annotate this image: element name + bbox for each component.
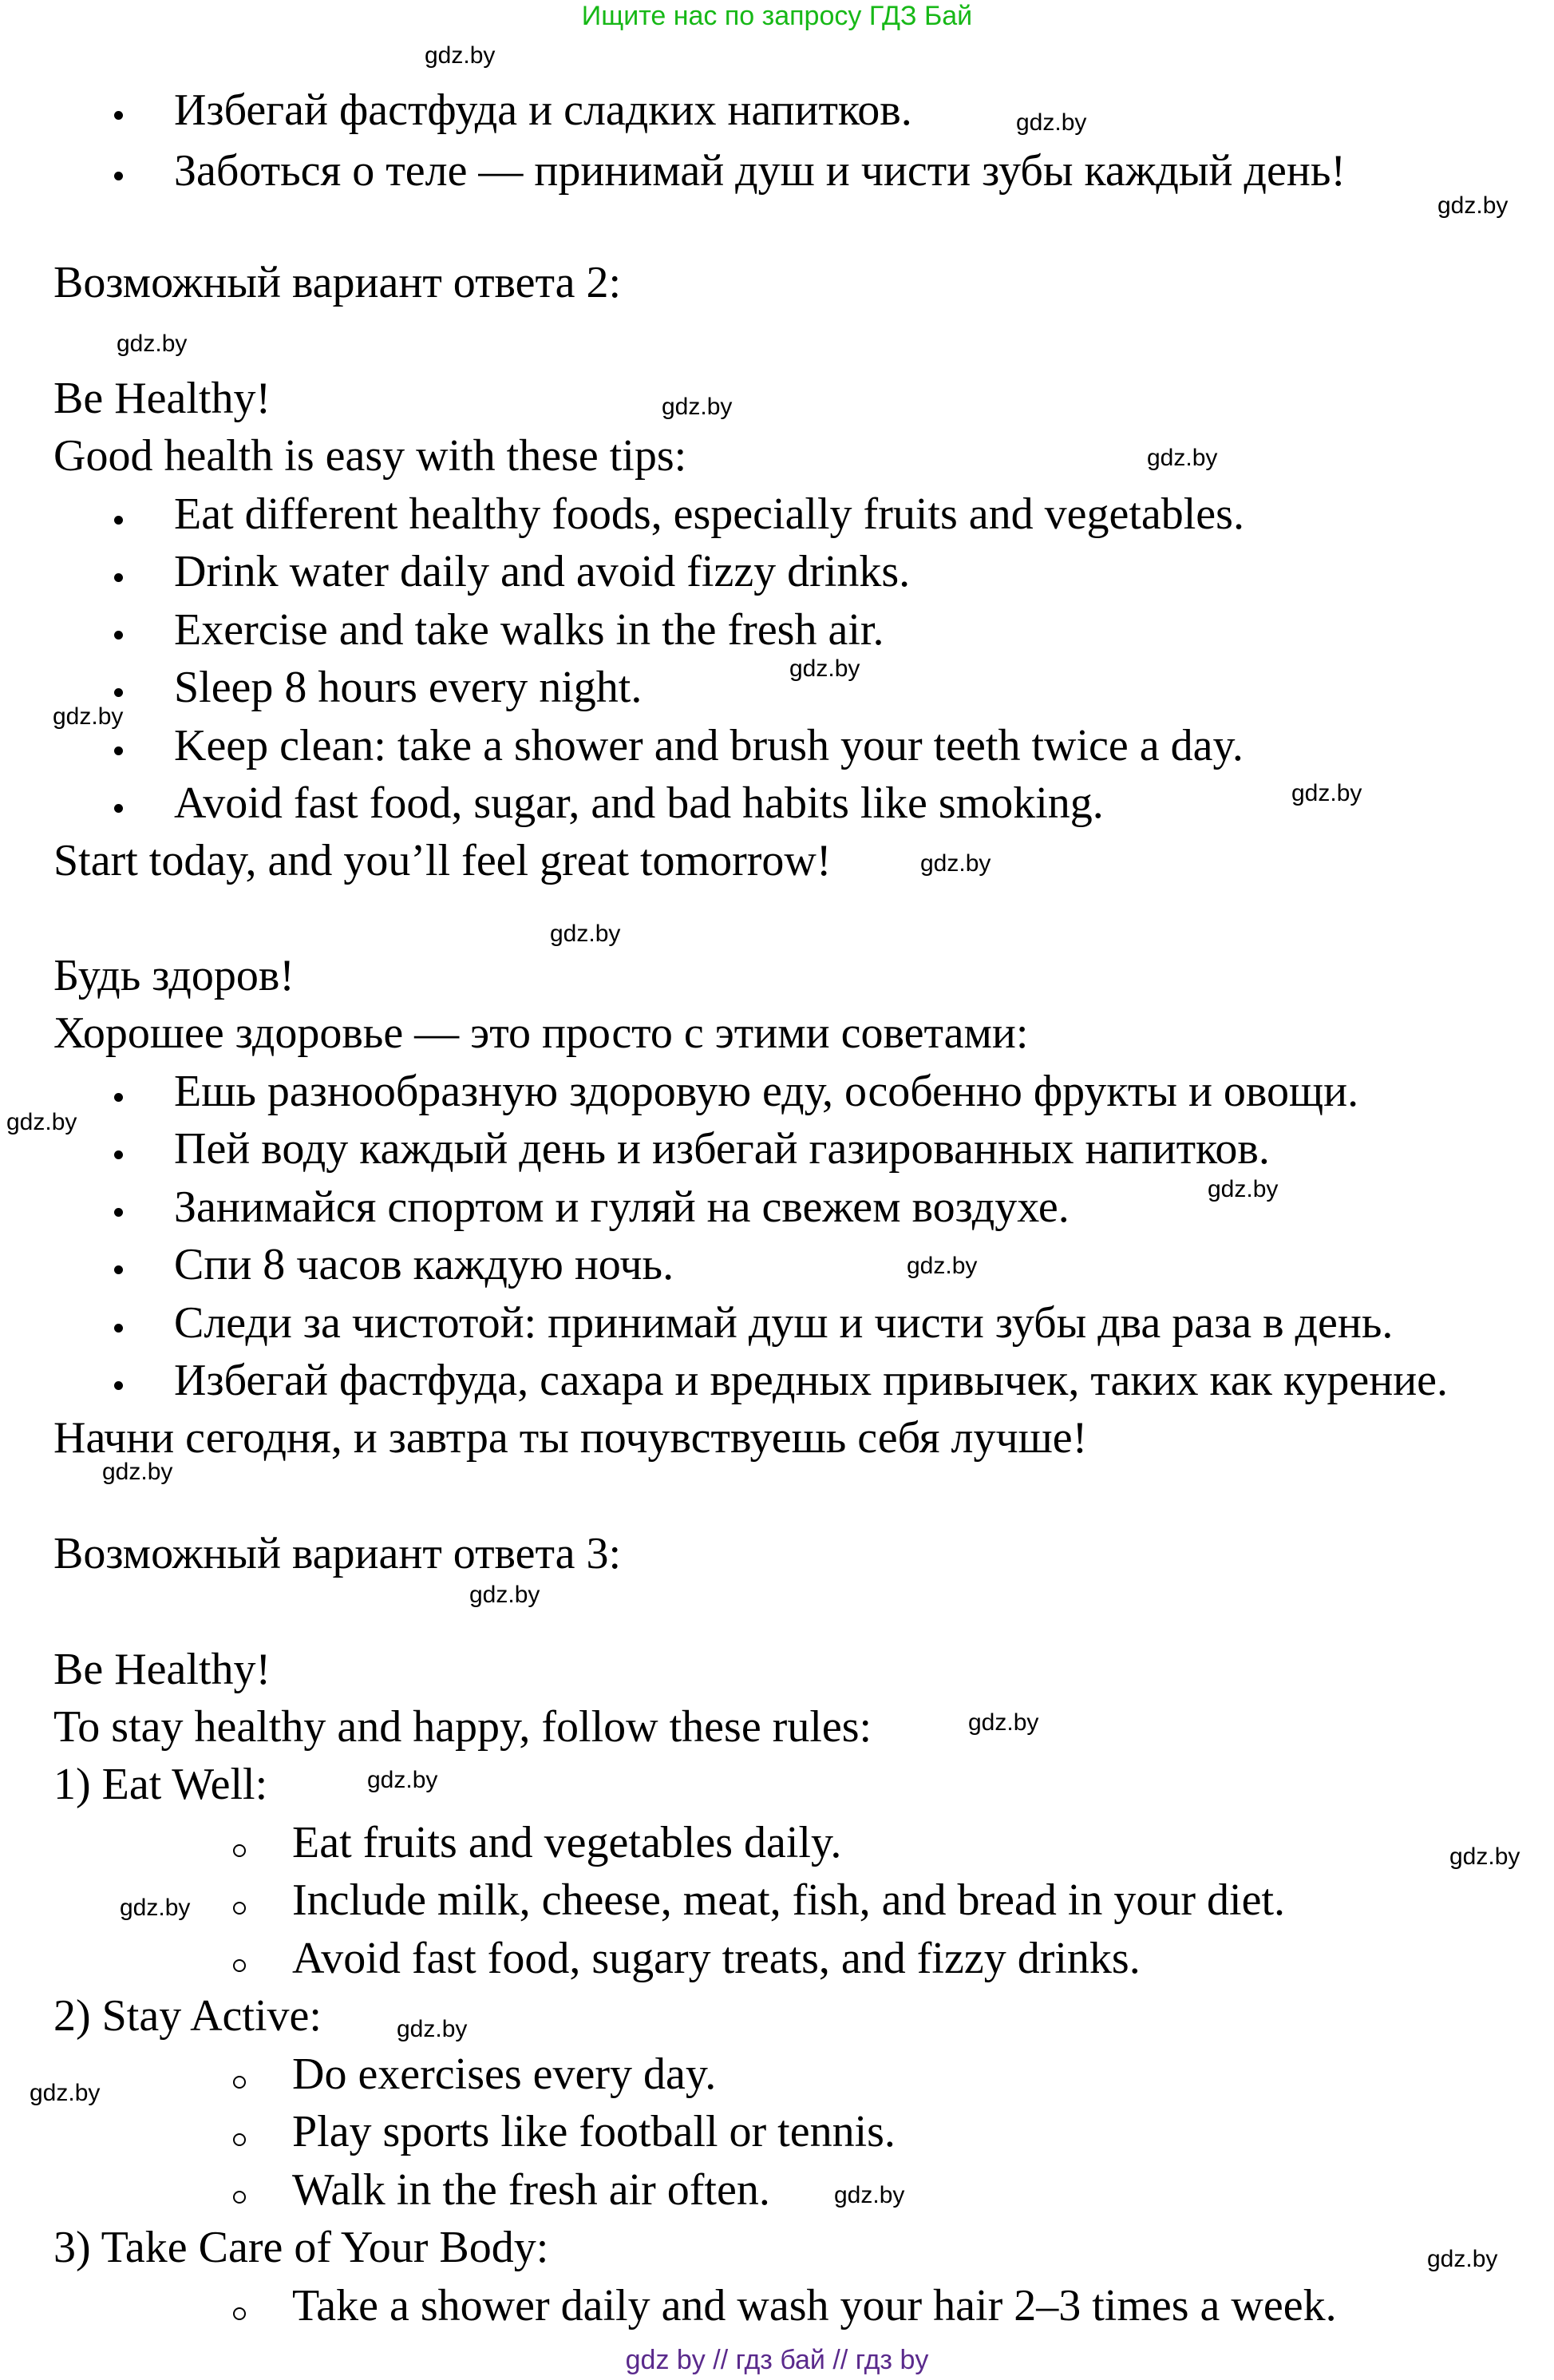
watermark: gdz.by — [30, 2080, 101, 2106]
bullet-dot — [114, 1150, 123, 1159]
section-outro: Начни сегодня, и завтра ты почувствуешь себя лучше! — [53, 1413, 1088, 1463]
bullet-text: Sleep 8 hours every night. — [174, 663, 643, 712]
bullet-text: Drink water daily and avoid fizzy drinks. — [174, 547, 911, 596]
sub-bullet-text: Eat fruits and vegetables daily. — [292, 1818, 842, 1867]
bullet-dot — [114, 631, 123, 640]
bullet-dot — [114, 111, 123, 120]
sub-bullet-text: Avoid fast food, sugary treats, and fizzy drinks. — [292, 1934, 1141, 1983]
watermark: gdz.by — [1208, 1176, 1279, 1202]
watermark: gdz.by — [834, 2182, 905, 2208]
watermark: gdz.by — [120, 1895, 191, 1921]
bullet-text: Eat different healthy foods, especially fruits and vegetables. — [174, 489, 1244, 539]
bullet-text: Спи 8 часов каждую ночь. — [174, 1240, 674, 1289]
watermark: gdz.by — [469, 1582, 540, 1608]
sub-bullet-text: Walk in the fresh air often. — [292, 2165, 770, 2215]
watermark: gdz.by — [550, 921, 621, 947]
watermark: gdz.by — [53, 703, 124, 730]
sub-bullet-circle — [233, 2133, 246, 2146]
watermark: gdz.by — [968, 1709, 1039, 1736]
section-intro: To stay healthy and happy, follow these rules: — [53, 1702, 872, 1752]
watermark: gdz.by — [907, 1253, 978, 1279]
bullet-dot — [114, 1208, 123, 1217]
bullet-dot — [114, 516, 123, 525]
watermark: gdz.by — [1437, 192, 1509, 219]
bullet-text: Занимайся спортом и гуляй на свежем воздухе. — [174, 1182, 1070, 1232]
bullet-text: Заботься о теле — принимай душ и чисти зубы каждый день! — [174, 146, 1346, 196]
bullet-text: Избегай фастфуда, сахара и вредных привычек, таких как курение. — [174, 1356, 1449, 1405]
sub-bullet-text: Do exercises every day. — [292, 2049, 717, 2099]
bullet-text: Ешь разнообразную здоровую еду, особенно фрукты и овощи. — [174, 1067, 1359, 1116]
sub-bullet-circle — [233, 2191, 246, 2204]
bullet-text: Пей воду каждый день и избегай газированных напитков. — [174, 1124, 1270, 1174]
watermark: gdz.by — [662, 394, 733, 420]
bullet-text: Exercise and take walks in the fresh air. — [174, 605, 884, 655]
section-intro: Good health is easy with these tips: — [53, 431, 687, 481]
sub-bullet-circle — [233, 2307, 246, 2320]
answer-heading: Возможный вариант ответа 3: — [53, 1529, 622, 1578]
section-outro: Start today, and you’ll feel great tomorrow! — [53, 836, 832, 885]
section-intro: Хорошее здоровье — это просто с этими советами: — [53, 1008, 1029, 1058]
watermark: gdz.by — [1449, 1843, 1520, 1870]
bullet-text: Следи за чистотой: принимай душ и чисти зубы два раза в день. — [174, 1298, 1394, 1348]
group-label: 2) Stay Active: — [53, 1991, 322, 2041]
group-label: 3) Take Care of Your Body: — [53, 2223, 549, 2272]
bullet-text: Keep clean: take a shower and brush your teeth twice a day. — [174, 721, 1244, 770]
sub-bullet-circle — [233, 1959, 246, 1972]
footer-links[interactable]: gdz by // гдз бай // гдз by — [625, 2345, 929, 2375]
bullet-dot — [114, 1265, 123, 1274]
watermark: gdz.by — [367, 1767, 438, 1793]
watermark: gdz.by — [6, 1109, 77, 1135]
bullet-dot — [114, 688, 123, 697]
watermark: gdz.by — [789, 655, 860, 682]
search-banner[interactable]: Ищите нас по запросу ГДЗ Бай — [581, 1, 973, 31]
bullet-dot — [114, 573, 123, 582]
watermark: gdz.by — [1291, 780, 1362, 806]
sub-bullet-text: Play sports like football or tennis. — [292, 2107, 896, 2156]
sub-bullet-circle — [233, 2076, 246, 2089]
section-title: Be Healthy! — [53, 374, 271, 423]
watermark: gdz.by — [425, 42, 496, 69]
bullet-text: Avoid fast food, sugar, and bad habits like smoking. — [174, 778, 1104, 828]
group-label: 1) Eat Well: — [53, 1760, 268, 1809]
bullet-dot — [114, 172, 123, 180]
section-title: Be Healthy! — [53, 1645, 271, 1694]
sub-bullet-circle — [233, 1844, 246, 1857]
section-title: Будь здоров! — [53, 951, 295, 1000]
bullet-text: Избегай фастфуда и сладких напитков. — [174, 85, 912, 135]
sub-bullet-text: Include milk, cheese, meat, fish, and bread in your diet. — [292, 1875, 1286, 1925]
watermark: gdz.by — [397, 2016, 468, 2042]
watermark: gdz.by — [102, 1459, 173, 1485]
watermark: gdz.by — [1427, 2246, 1498, 2272]
answer-heading: Возможный вариант ответа 2: — [53, 258, 622, 307]
bullet-dot — [114, 746, 123, 755]
bullet-dot — [114, 1093, 123, 1102]
sub-bullet-circle — [233, 1902, 246, 1915]
watermark: gdz.by — [117, 331, 188, 357]
bullet-dot — [114, 1381, 123, 1390]
bullet-dot — [114, 1324, 123, 1333]
sub-bullet-text: Take a shower daily and wash your hair 2–3 times a week. — [292, 2281, 1337, 2330]
watermark: gdz.by — [1016, 109, 1087, 136]
watermark: gdz.by — [920, 850, 991, 877]
watermark: gdz.by — [1147, 445, 1218, 471]
bullet-dot — [114, 804, 123, 813]
